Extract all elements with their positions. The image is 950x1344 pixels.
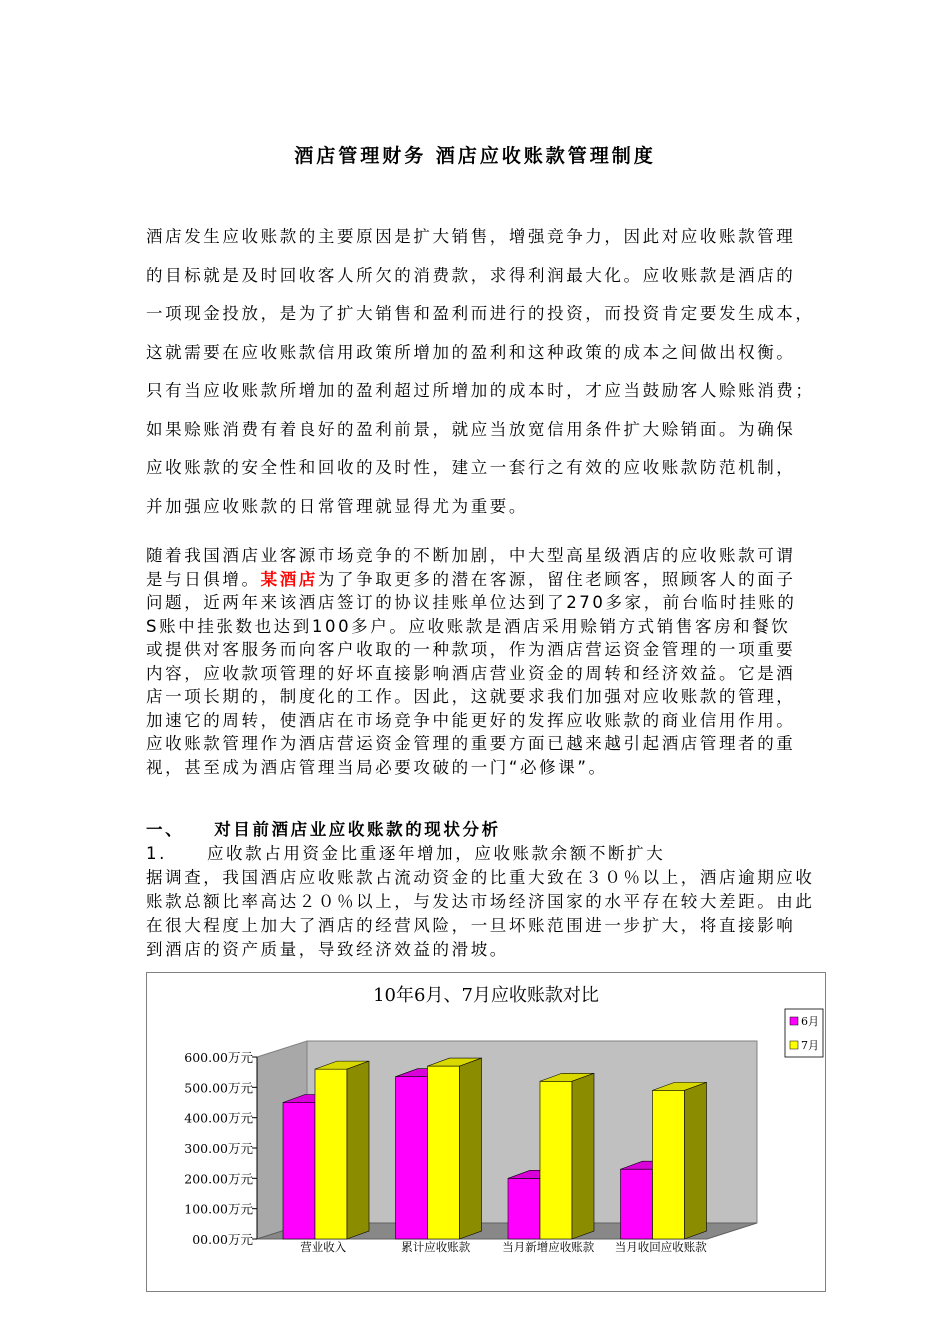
paragraph-line: 并加强应收账款的日常管理就显得尤为重要。 (146, 496, 528, 516)
paragraph-line: 随着我国酒店业客源市场竞争的不断加剧，中大型高星级酒店的应收账款可谓 (146, 546, 796, 565)
intro-paragraph (146, 218, 826, 526)
text-run: 是与日俱增。 (146, 569, 261, 589)
x-category-label: 当月收回应收账款 (614, 1240, 707, 1254)
legend-swatch (790, 1041, 798, 1049)
section-1 (146, 818, 826, 962)
bar-july (315, 1069, 347, 1239)
paragraph-line: 加速它的周转，使酒店在市场竞争中能更好的发挥应收账款的商业信用作用。 (146, 710, 796, 730)
paragraph-line: 应收账款管理作为酒店营运资金管理的重要方面已越来越引起酒店管理者的重 (146, 734, 796, 753)
paragraph-line: 一项现金投放，是为了扩大销售和盈利而进行的投资，而投资肯定要发生成本， (146, 304, 815, 323)
legend-swatch (790, 1017, 798, 1025)
y-tick-label: 100.00万元 (184, 1201, 253, 1217)
bar-july (540, 1081, 572, 1239)
paragraph-line: 店一项长期的，制度化的工作。因此，这就要求我们加强对应收账款的管理， (146, 687, 796, 706)
section-heading (146, 818, 826, 842)
paragraph-line: 的目标就是及时回收客人所欠的消费款，求得利润最大化。应收账款是酒店的 (146, 265, 796, 285)
paragraph-line (146, 568, 826, 592)
section-number: 一、 (146, 820, 185, 839)
paragraph-line: 应收账款的安全性和回收的及时性，建立一套行之有效的应收账款防范机制， (146, 458, 796, 477)
x-category-label: 营业收入 (300, 1240, 347, 1254)
y-tick-label: 200.00万元 (184, 1171, 253, 1187)
bar-side (685, 1082, 707, 1239)
y-tick-label: 600.00万元 (184, 1050, 253, 1065)
y-tick-label: 400.00万元 (184, 1110, 253, 1126)
paragraph-line: 或提供对客服务而向客户收取的一种款项，作为酒店营运资金管理的一项重要 (146, 640, 796, 659)
bar-june (283, 1103, 315, 1240)
paragraph-line: 在很大程度上加大了酒店的经营风险，一旦坏账范围进一步扩大，将直接影响 (146, 916, 796, 935)
paragraph-line: 这就需要在应收账款信用政策所增加的盈利和这种政策的成本之间做出权衡。 (146, 342, 796, 362)
subsection-heading (146, 842, 826, 866)
bar-june (508, 1178, 540, 1239)
text-run: 为了争取更多的潜在客源，留住老顾客，照顾客人的面子 (317, 569, 796, 589)
highlighted-hotel-name: 某酒店 (260, 569, 318, 589)
background-paragraph (146, 544, 826, 779)
subsection-number: 1. (146, 844, 167, 863)
receivables-bar-chart (147, 973, 825, 1291)
subsection-heading-text: 应收款占用资金比重逐年增加，应收账款余额不断扩大 (206, 844, 666, 863)
paragraph-line: 账款总额比率高达２０％以上，与发达市场经济国家的水平存在较大差距。由此 (146, 892, 815, 911)
x-category-label: 累计应收账款 (401, 1240, 471, 1254)
y-tick-label: 00.00万元 (192, 1232, 253, 1247)
bar-june (396, 1077, 428, 1239)
bar-july (428, 1066, 460, 1239)
paragraph-line: 到酒店的资产质量，导致经济效益的滑坡。 (146, 940, 509, 959)
y-tick-label: 300.00万元 (184, 1141, 253, 1156)
bar-june (621, 1169, 653, 1239)
paragraph-line: 如果赊账消费有着良好的盈利前景，就应当放宽信用条件扩大赊销面。为确保 (146, 419, 796, 439)
bar-july (653, 1090, 685, 1239)
page-title: 酒店管理财务 酒店应收账款管理制度 (294, 145, 656, 167)
chart-title: 10年6月、7月应收账款对比 (373, 985, 599, 1006)
paragraph-line: 问题，近两年来该酒店签订的协议挂账单位达到了270多家，前台临时挂账的 (146, 593, 797, 612)
y-tick-label: 500.00万元 (184, 1080, 253, 1096)
bar-side (347, 1061, 369, 1239)
bar-side (572, 1073, 594, 1239)
legend-label: 6月 (801, 1015, 819, 1028)
paragraph-line: 视，甚至成为酒店管理当局必要攻破的一门“必修课”。 (146, 757, 608, 777)
paragraph-line: 只有当应收账款所增加的盈利超过所增加的成本时，才应当鼓励客人赊账消费； (146, 381, 815, 400)
bar-side (460, 1058, 482, 1239)
paragraph-line: 酒店发生应收账款的主要原因是扩大销售，增强竞争力，因此对应收账款管理 (146, 227, 796, 246)
chart-container (146, 972, 826, 1292)
paragraph-line: 内容，应收款项管理的好坏直接影响酒店营业资金的周转和经济效益。它是酒 (146, 663, 796, 683)
section-heading-text: 对目前酒店业应收账款的现状分析 (214, 820, 501, 839)
paragraph-line: S账中挂张数也达到100多户。应收账款是酒店采用赊销方式销售客房和餐饮 (146, 616, 791, 636)
x-category-label: 当月新增应收账款 (502, 1240, 595, 1254)
paragraph-line: 据调查，我国酒店应收账款占流动资金的比重大致在３０％以上，酒店逾期应收 (146, 868, 815, 887)
legend-label: 7月 (801, 1039, 819, 1052)
